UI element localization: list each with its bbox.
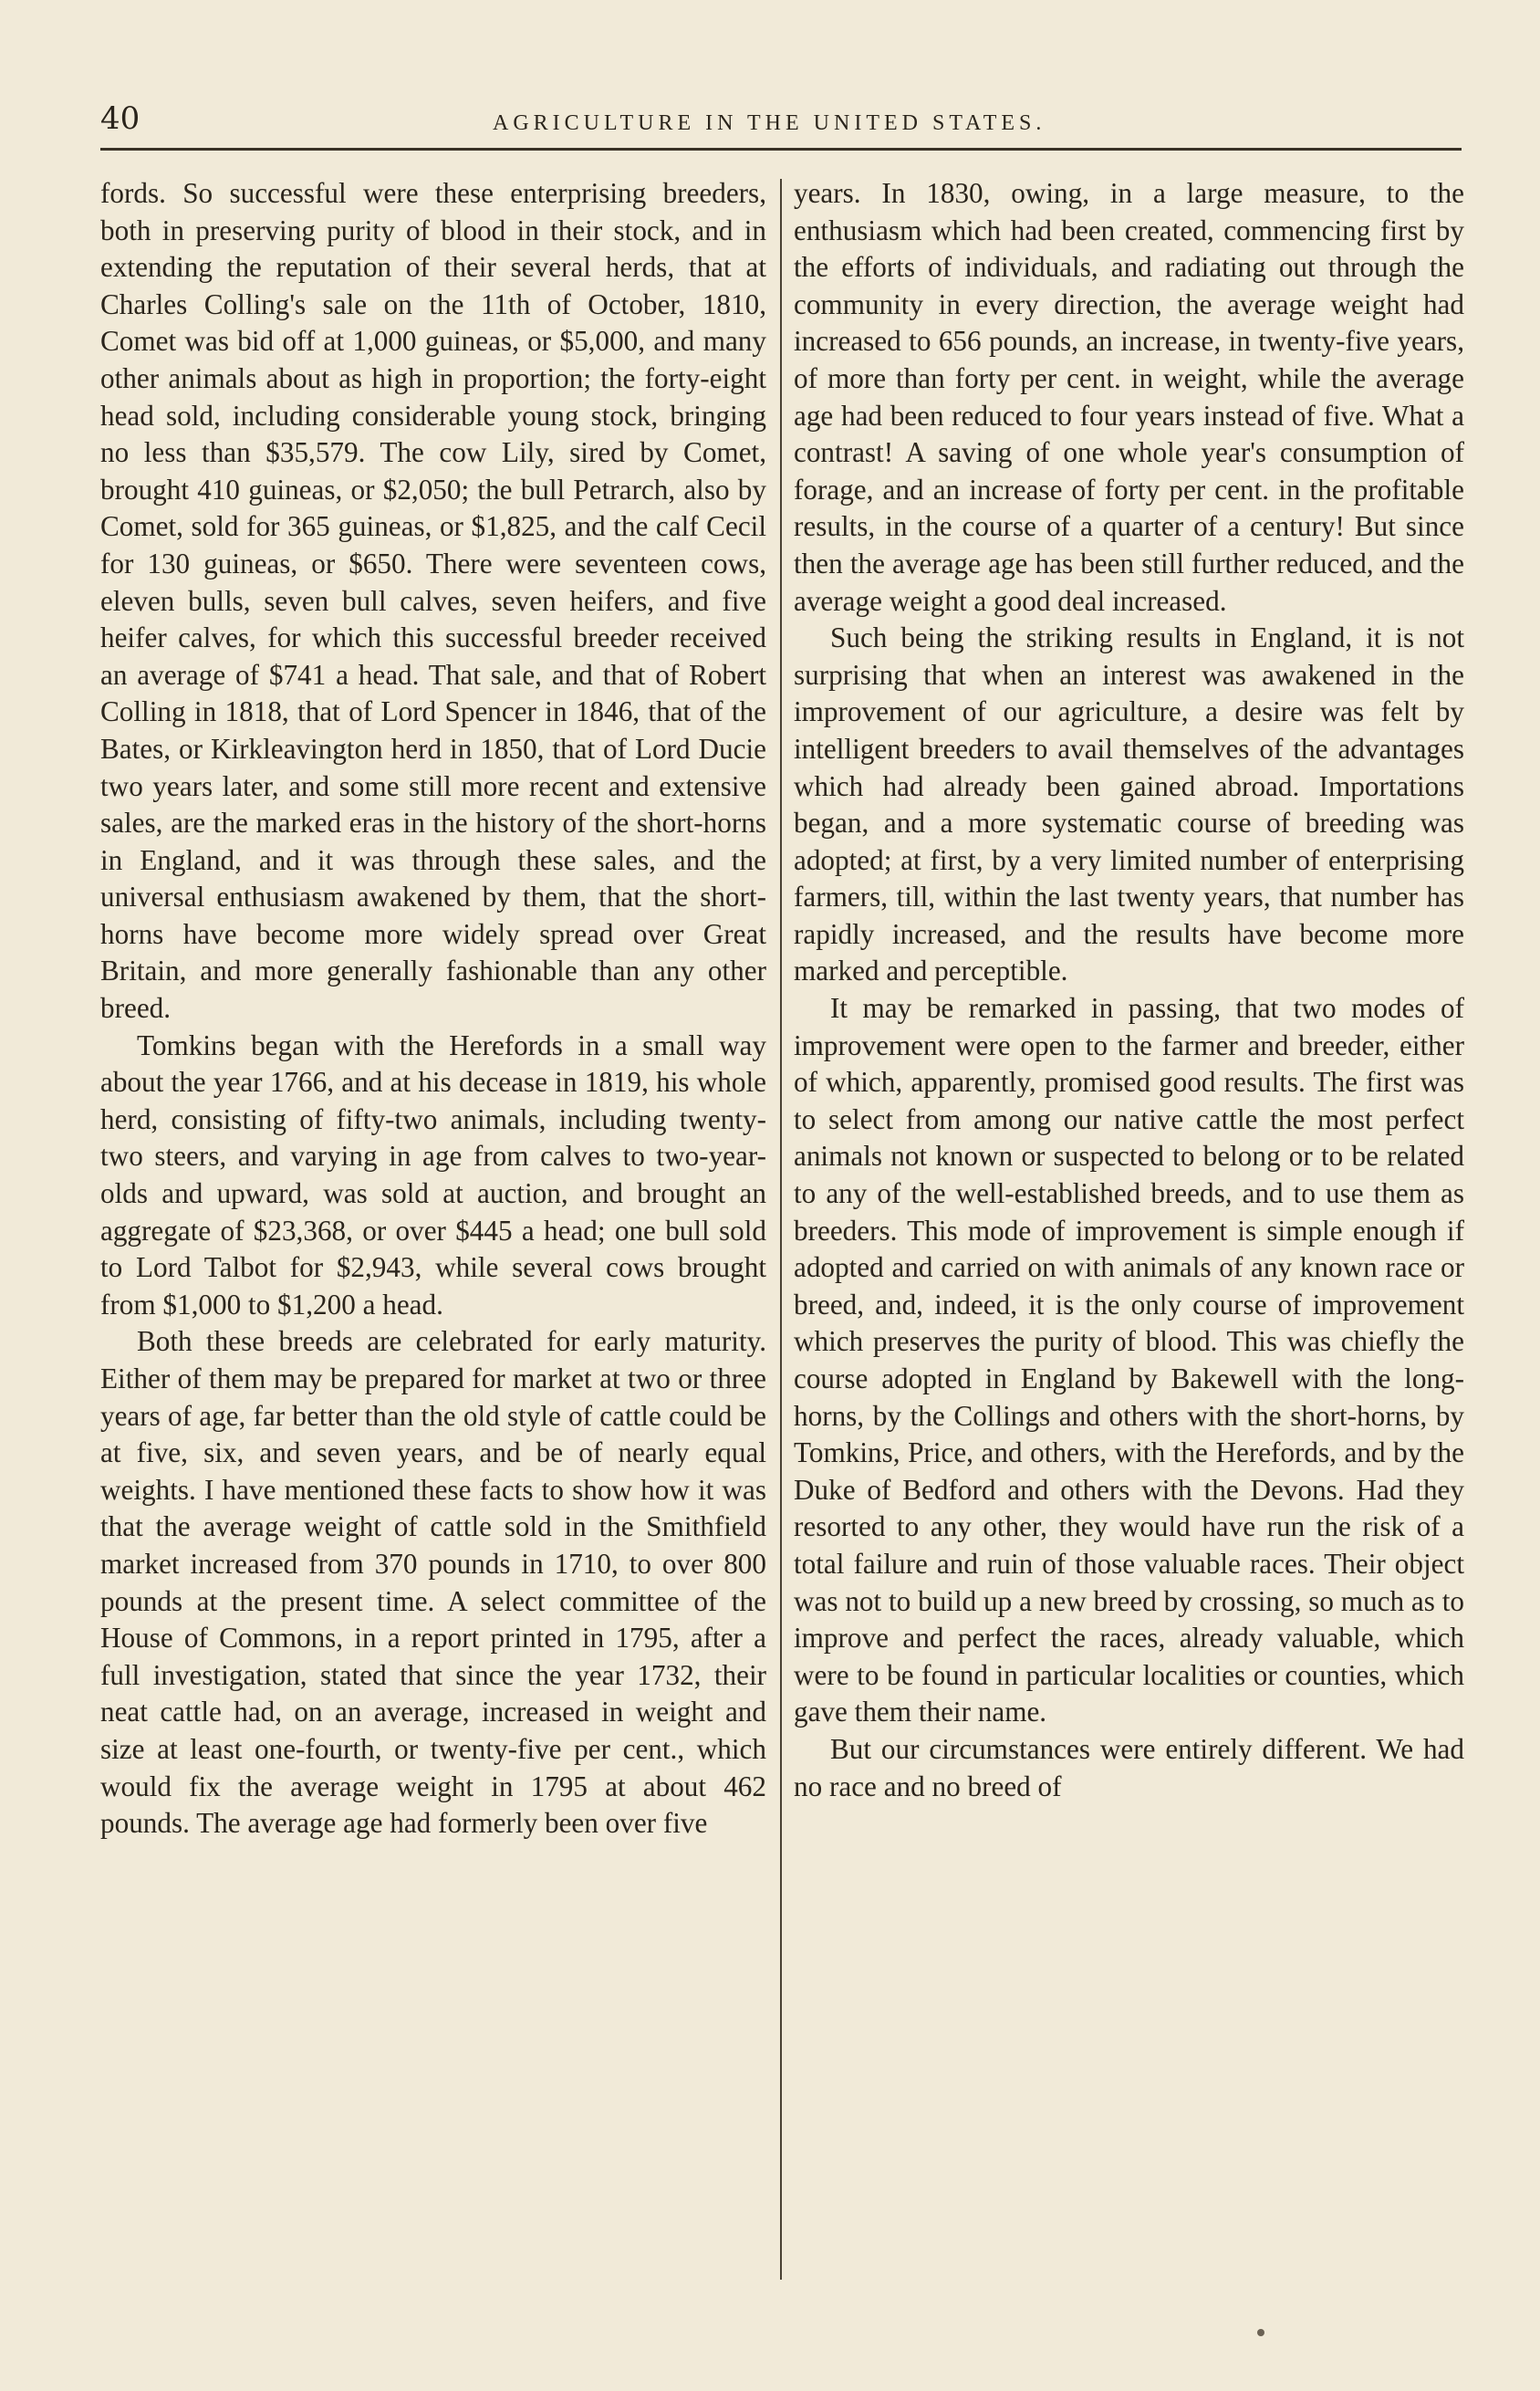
paragraph: Tomkins began with the Herefords in a small way about the year 1766, and at his decease in 1819, his whole herd, consisting of fifty-two animals, including twenty-two steers, and varying in age from calves to two-year-olds and upward, was sold at auction, and brought an aggregate of $23,368, or over $445 a head; one bull sold to Lord Talbot for $2,943, while several cows brought from $1,000 to $1,200 a head. [100, 1028, 766, 1321]
paragraph: years. In 1830, owing, in a large measure, to the enthusiasm which had been created, commencing first by the efforts of individuals, and radiating out through the community in every direction, the average weight had increased to 656 pounds, an increase, in twenty-five years, of more than forty per cent. in weight, while the average age had been reduced to four years instead of five. What a contrast! A saving of one whole year's consumption of forage, and an increase of forty per cent. in the profitable results, in the course of a quarter of a century! But since then the average age has been still further reduced, and the average weight a good deal increased. [794, 177, 1464, 617]
left-column [100, 175, 766, 2302]
paragraph: Both these breeds are celebrated for early maturity. Either of them may be prepared for market at two or three years of age, far better than the old style of cattle could be at five, six, and seven years, and be of nearly equal weights. I have mentioned these facts to show how it was that the average weight of cattle sold in the Smithfield market increased from 370 pounds in 1710, to over 800 pounds at the present time. A select committee of the House of Commons, in a report printed in 1795, after a full investigation, stated that since the year 1732, their neat cattle had, on an average, increased in weight and size at least one-fourth, or twenty-five per cent., which would fix the average weight in 1795 at about 462 pounds. The average age had formerly been over five [100, 1325, 766, 1840]
paragraph: It may be remarked in passing, that two modes of improvement were open to the farmer and breeder, either of which, apparently, promised good results. The first was to select from among our native cattle the most perfect animals not known or suspected to belong or to be related to any of the well-established breeds, and to use them as breeders. This mode of improvement is simple enough if adopted and carried on with animals of any known race or breed, and, indeed, it is the only course of improvement which preserves the purity of blood. This was chiefly the course adopted in England by Bakewell with the long-horns, by the Collings and others with the short-horns, by Tomkins, Price, and others, with the Herefords, and by the Duke of Bedford and others with the Devons. Had they resorted to any other, they would have run the risk of a total failure and ruin of those valuable races. Their object was not to build up a new breed by crossing, so much as to improve and perfect the races, already valuable, which were to be found in particular localities or counties, which gave them their name. [794, 992, 1464, 1728]
paragraph: fords. So successful were these enterprising breeders, both in preserving purity of blood in their stock, and in extending the reputation of their several herds, that at Charles Colling's sale on the 11th of October, 1810, Comet was bid off at 1,000 guineas, or $5,000, and many other animals about as high in proportion; the forty-eight head sold, including considerable young stock, bringing no less than $35,579. The cow Lily, sired by Comet, brought 410 guineas, or $2,050; the bull Petrarch, also by Comet, sold for 365 guineas, or $1,825, and the calf Cecil for 130 guineas, or $650. There were seventeen cows, eleven bulls, seven bull calves, seven heifers, and five heifer calves, for which this successful breeder received an average of $741 a head. That sale, and that of Robert Colling in 1818, that of Lord Spencer in 1846, that of the Bates, or Kirkleavington herd in 1850, that of Lord Ducie two years later, and some still more recent and extensive sales, are the marked eras in the history of the short-horns in England, and it was through these sales, and the universal enthusiasm awakened by them, that the short-horns have become more widely spread over Great Britain, and more generally fashionable than any other breed. [100, 177, 766, 1025]
right-column [794, 175, 1464, 2302]
header-rule [100, 148, 1462, 151]
running-head: AGRICULTURE IN THE UNITED STATES. [493, 111, 1046, 135]
paragraph: But our circumstances were entirely different. We had no race and no breed of [794, 1732, 1464, 1802]
paragraph: Such being the striking results in England, it is not surprising that when an interest was awakened in the improvement of our agriculture, a desire was felt by intelligent breeders to avail themselves of the advantages which had already been gained abroad. Importations began, and a more systematic course of breeding was adopted; at first, by a very limited number of enterprising farmers, till, within the last twenty years, that number has rapidly increased, and the results have become more marked and perceptible. [794, 621, 1464, 987]
print-speck [1257, 2329, 1264, 2336]
page-number: 40 [100, 100, 140, 137]
column-divider [780, 179, 782, 2280]
page-header [100, 93, 1451, 148]
